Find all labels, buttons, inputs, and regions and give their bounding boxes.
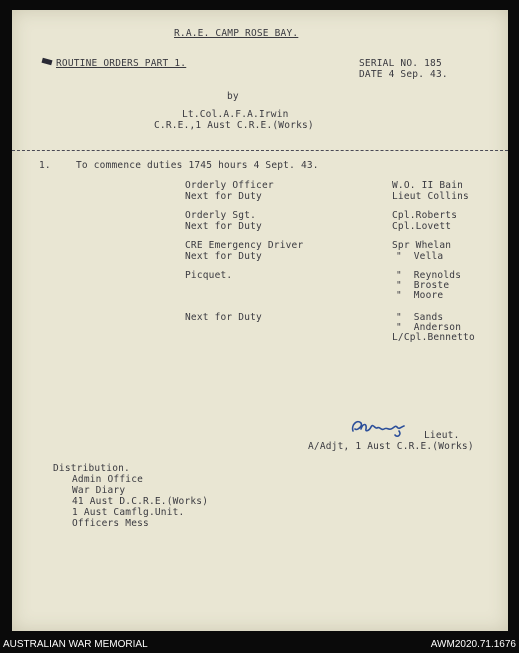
roster-role: Next for Duty: [185, 221, 262, 232]
roster-name: " Moore: [396, 290, 444, 301]
roster-role: Next for Duty: [185, 251, 262, 262]
serial-number: SERIAL NO. 185: [359, 58, 442, 69]
routine-orders-heading: ROUTINE ORDERS PART 1.: [56, 58, 187, 69]
roster-name: Lieut Collins: [392, 191, 469, 202]
divider-line: [12, 150, 508, 151]
roster-name: " Vella: [396, 251, 444, 262]
roster-name: Cpl.Roberts: [392, 210, 458, 221]
roster-role: Picquet.: [185, 270, 233, 281]
archive-footer: [0, 636, 519, 653]
roster-name: " Broste: [396, 280, 450, 291]
roster-role: Orderly Sgt.: [185, 210, 257, 221]
distribution-item: War Diary: [72, 485, 126, 496]
distribution-item: 41 Aust D.C.R.E.(Works): [72, 496, 209, 507]
roster-name: Spr Whelan: [392, 240, 452, 251]
roster-role: Next for Duty: [185, 191, 262, 202]
by-label: by: [227, 91, 239, 102]
roster-role: CRE Emergency Driver: [185, 240, 304, 251]
document-page: [12, 10, 508, 631]
roster-name: " Anderson: [396, 322, 462, 333]
roster-name: W.O. II Bain: [392, 180, 464, 191]
ink-mark: [42, 58, 53, 65]
distribution-item: 1 Aust Camflg.Unit.: [72, 507, 185, 518]
roster-name: Cpl.Lovett: [392, 221, 452, 232]
distribution-item: Admin Office: [72, 474, 144, 485]
order-number: 1.: [39, 160, 51, 171]
officer-name: Lt.Col.A.F.A.Irwin: [182, 109, 289, 120]
roster-name: L/Cpl.Bennetto: [392, 332, 475, 343]
handwritten-signature: [349, 417, 411, 439]
roster-name: " Reynolds: [396, 270, 462, 281]
officer-title: C.R.E.,1 Aust C.R.E.(Works): [154, 120, 314, 131]
order-date: DATE 4 Sep. 43.: [359, 69, 448, 80]
signatory-rank: Lieut.: [424, 430, 460, 441]
unit-title: R.A.E. CAMP ROSE BAY.: [174, 28, 299, 39]
footer-accession-number: AWM2020.71.1676: [430, 639, 516, 650]
distribution-heading: Distribution.: [53, 463, 130, 474]
roster-role: Orderly Officer: [185, 180, 274, 191]
roster-role: Next for Duty: [185, 312, 262, 323]
signatory-title: A/Adjt, 1 Aust C.R.E.(Works): [308, 441, 474, 452]
footer-source: AUSTRALIAN WAR MEMORIAL: [3, 639, 148, 650]
distribution-item: Officers Mess: [72, 518, 149, 529]
roster-name: " Sands: [396, 312, 444, 323]
order-text: To commence duties 1745 hours 4 Sept. 43.: [76, 160, 319, 171]
